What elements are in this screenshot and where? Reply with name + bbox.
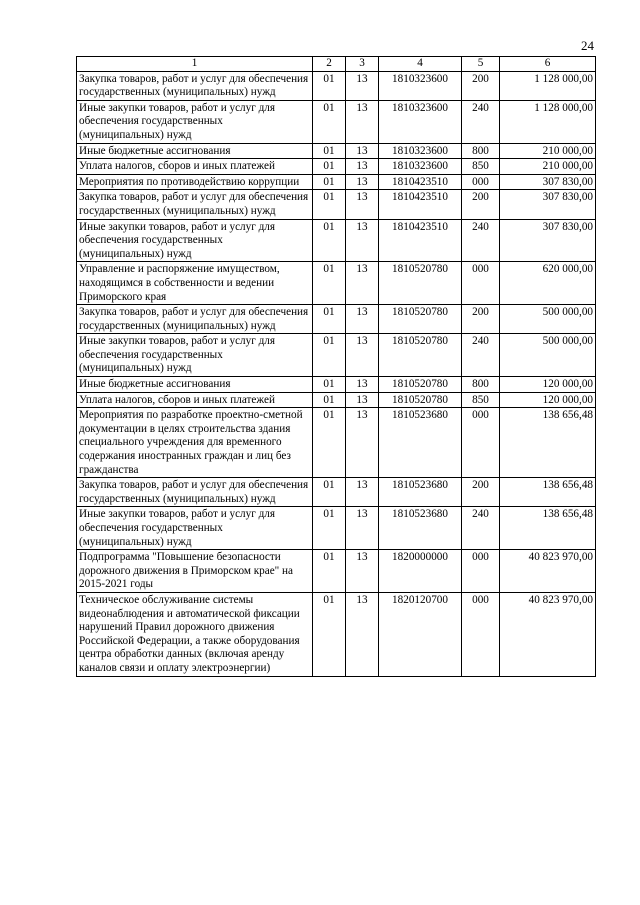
table-row — [77, 592, 596, 676]
row-name: Закупка товаров, работ и услуг для обеспечения государственных (муниципальных) нужд — [77, 305, 313, 334]
row-sum: 307 830,00 — [500, 174, 596, 190]
row-code-5: 200 — [462, 305, 500, 334]
row-code-5: 000 — [462, 262, 500, 305]
row-code-2: 01 — [313, 592, 346, 676]
row-sum: 120 000,00 — [500, 377, 596, 393]
table-header-row — [77, 57, 596, 72]
row-sum: 138 656,48 — [500, 408, 596, 478]
row-name: Управление и распоряжение имуществом, находящимся в собственности и ведении Приморского края — [77, 262, 313, 305]
row-code-3: 13 — [346, 100, 379, 143]
column-header: 4 — [379, 57, 462, 72]
table-row — [77, 143, 596, 159]
row-code-2: 01 — [313, 190, 346, 219]
row-code-3: 13 — [346, 262, 379, 305]
row-sum: 210 000,00 — [500, 159, 596, 175]
row-code-4: 1810323600 — [379, 143, 462, 159]
row-code-2: 01 — [313, 159, 346, 175]
row-name: Иные закупки товаров, работ и услуг для обеспечения государственных (муниципальных) нужд — [77, 100, 313, 143]
row-sum: 620 000,00 — [500, 262, 596, 305]
column-header: 5 — [462, 57, 500, 72]
row-code-2: 01 — [313, 305, 346, 334]
row-code-4: 1810323600 — [379, 71, 462, 100]
row-code-2: 01 — [313, 143, 346, 159]
table-row — [77, 377, 596, 393]
row-code-4: 1810423510 — [379, 190, 462, 219]
row-code-5: 800 — [462, 377, 500, 393]
row-sum: 307 830,00 — [500, 219, 596, 262]
row-sum: 500 000,00 — [500, 334, 596, 377]
row-name: Уплата налогов, сборов и иных платежей — [77, 392, 313, 408]
row-code-2: 01 — [313, 100, 346, 143]
row-code-5: 200 — [462, 190, 500, 219]
row-code-4: 1810520780 — [379, 334, 462, 377]
row-name: Закупка товаров, работ и услуг для обеспечения государственных (муниципальных) нужд — [77, 71, 313, 100]
row-code-3: 13 — [346, 190, 379, 219]
row-name: Иные бюджетные ассигнования — [77, 377, 313, 393]
row-code-4: 1820000000 — [379, 550, 462, 593]
row-code-2: 01 — [313, 71, 346, 100]
row-code-4: 1810523680 — [379, 478, 462, 507]
row-sum: 307 830,00 — [500, 190, 596, 219]
row-code-3: 13 — [346, 159, 379, 175]
table-row — [77, 305, 596, 334]
row-code-5: 000 — [462, 174, 500, 190]
row-code-4: 1810523680 — [379, 507, 462, 550]
page-number: 24 — [581, 38, 594, 53]
row-name: Техническое обслуживание системы видеонаблюдения и автоматической фиксации нарушений Правил дорожного движения Российской Федерации, а также оборудования центра обработки данных (включая аренду каналов связи и оплату электроэнергии) — [77, 592, 313, 676]
table-row — [77, 334, 596, 377]
column-header: 3 — [346, 57, 379, 72]
row-code-3: 13 — [346, 392, 379, 408]
row-code-5: 000 — [462, 592, 500, 676]
table-row — [77, 262, 596, 305]
row-code-3: 13 — [346, 592, 379, 676]
table-row — [77, 507, 596, 550]
row-code-4: 1810323600 — [379, 159, 462, 175]
row-name: Мероприятия по противодействию коррупции — [77, 174, 313, 190]
row-code-4: 1810423510 — [379, 174, 462, 190]
row-code-2: 01 — [313, 408, 346, 478]
row-sum: 120 000,00 — [500, 392, 596, 408]
row-code-5: 000 — [462, 408, 500, 478]
row-code-2: 01 — [313, 377, 346, 393]
row-name: Иные закупки товаров, работ и услуг для обеспечения государственных (муниципальных) нужд — [77, 334, 313, 377]
table-row — [77, 550, 596, 593]
table-row — [77, 219, 596, 262]
column-header: 2 — [313, 57, 346, 72]
table-row — [77, 174, 596, 190]
row-code-3: 13 — [346, 143, 379, 159]
column-header: 1 — [77, 57, 313, 72]
row-code-5: 850 — [462, 392, 500, 408]
row-sum: 40 823 970,00 — [500, 592, 596, 676]
row-name: Закупка товаров, работ и услуг для обеспечения государственных (муниципальных) нужд — [77, 478, 313, 507]
row-name: Иные закупки товаров, работ и услуг для обеспечения государственных (муниципальных) нужд — [77, 507, 313, 550]
row-code-3: 13 — [346, 334, 379, 377]
table-row — [77, 100, 596, 143]
row-code-3: 13 — [346, 174, 379, 190]
row-name: Иные бюджетные ассигнования — [77, 143, 313, 159]
row-code-3: 13 — [346, 377, 379, 393]
row-code-5: 200 — [462, 478, 500, 507]
row-code-2: 01 — [313, 507, 346, 550]
row-code-4: 1820120700 — [379, 592, 462, 676]
row-code-4: 1810323600 — [379, 100, 462, 143]
row-code-4: 1810520780 — [379, 377, 462, 393]
table-row — [77, 190, 596, 219]
row-name: Уплата налогов, сборов и иных платежей — [77, 159, 313, 175]
row-code-5: 240 — [462, 100, 500, 143]
row-code-4: 1810523680 — [379, 408, 462, 478]
row-sum: 500 000,00 — [500, 305, 596, 334]
row-sum: 138 656,48 — [500, 507, 596, 550]
row-code-2: 01 — [313, 550, 346, 593]
row-sum: 210 000,00 — [500, 143, 596, 159]
table-row — [77, 392, 596, 408]
table-row — [77, 408, 596, 478]
row-code-5: 200 — [462, 71, 500, 100]
row-code-3: 13 — [346, 550, 379, 593]
row-name: Закупка товаров, работ и услуг для обеспечения государственных (муниципальных) нужд — [77, 190, 313, 219]
row-code-2: 01 — [313, 262, 346, 305]
row-name: Мероприятия по разработке проектно-сметной документации в целях строительства здания специального учреждения для временного содержания иностранных граждан и лиц без гражданства — [77, 408, 313, 478]
row-sum: 1 128 000,00 — [500, 100, 596, 143]
row-code-2: 01 — [313, 392, 346, 408]
column-header: 6 — [500, 57, 596, 72]
row-code-5: 240 — [462, 507, 500, 550]
table-row — [77, 478, 596, 507]
row-code-3: 13 — [346, 478, 379, 507]
row-code-4: 1810520780 — [379, 392, 462, 408]
row-code-5: 000 — [462, 550, 500, 593]
row-sum: 138 656,48 — [500, 478, 596, 507]
row-code-4: 1810423510 — [379, 219, 462, 262]
row-code-3: 13 — [346, 305, 379, 334]
table-row — [77, 159, 596, 175]
row-code-5: 240 — [462, 334, 500, 377]
budget-table — [76, 56, 596, 677]
row-name: Подпрограмма "Повышение безопасности дорожного движения в Приморском крае" на 2015-2021 годы — [77, 550, 313, 593]
row-code-2: 01 — [313, 219, 346, 262]
row-code-3: 13 — [346, 408, 379, 478]
row-code-5: 800 — [462, 143, 500, 159]
row-code-2: 01 — [313, 174, 346, 190]
row-code-3: 13 — [346, 219, 379, 262]
row-sum: 40 823 970,00 — [500, 550, 596, 593]
table-body — [77, 71, 596, 676]
row-code-5: 850 — [462, 159, 500, 175]
table-row — [77, 71, 596, 100]
row-code-4: 1810520780 — [379, 262, 462, 305]
row-code-2: 01 — [313, 334, 346, 377]
row-code-2: 01 — [313, 478, 346, 507]
row-name: Иные закупки товаров, работ и услуг для обеспечения государственных (муниципальных) нужд — [77, 219, 313, 262]
row-code-5: 240 — [462, 219, 500, 262]
row-sum: 1 128 000,00 — [500, 71, 596, 100]
row-code-4: 1810520780 — [379, 305, 462, 334]
row-code-3: 13 — [346, 507, 379, 550]
row-code-3: 13 — [346, 71, 379, 100]
